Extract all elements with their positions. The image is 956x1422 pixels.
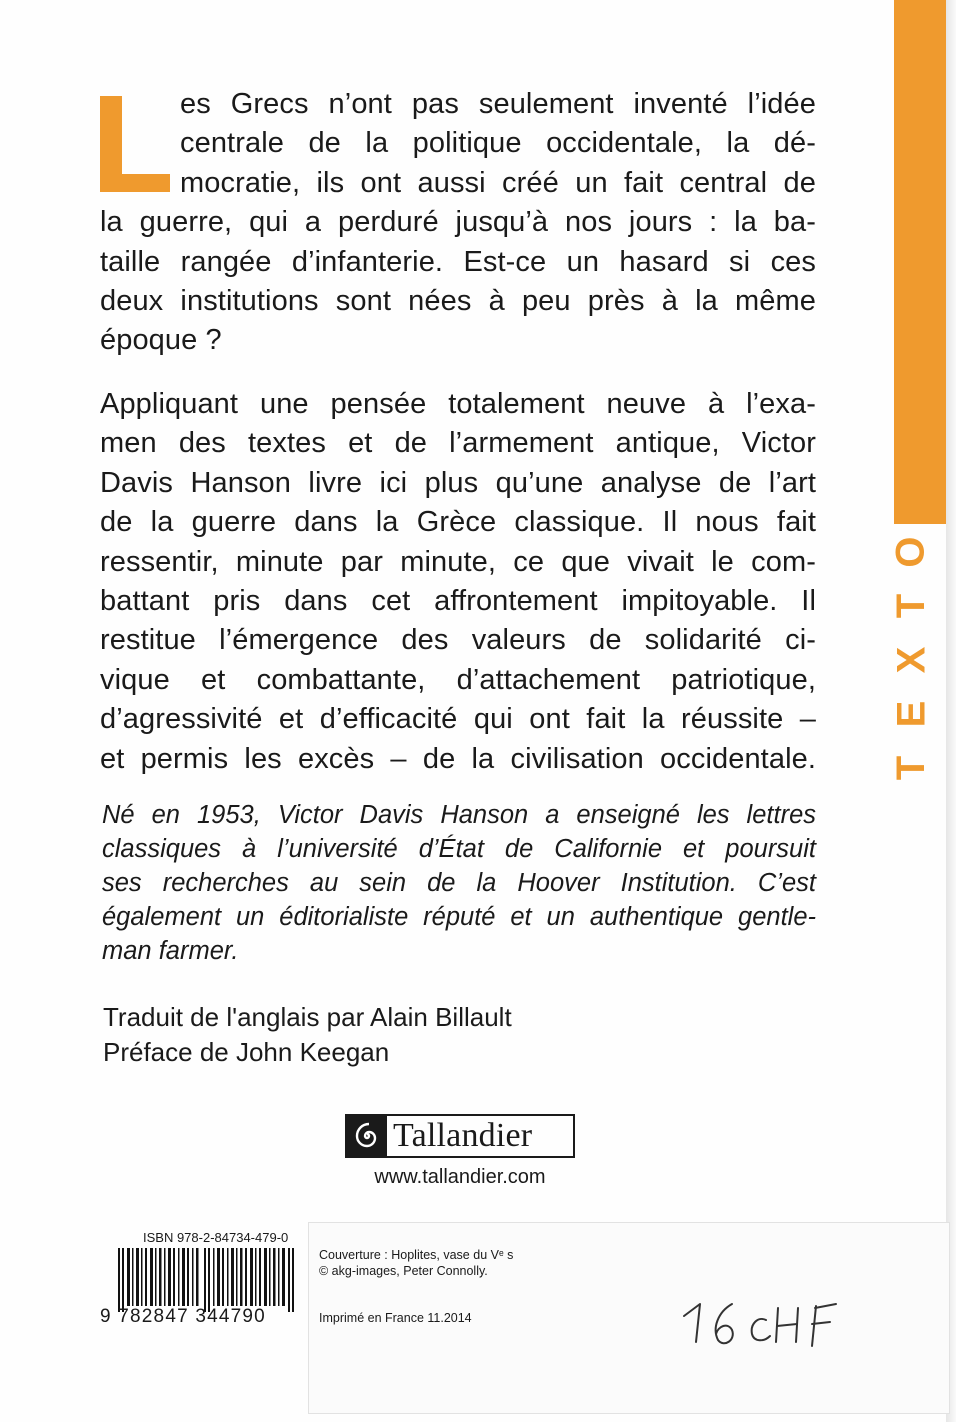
blurb-line: d’agressivité et d’efficacité qui ont fait la réussite – (100, 703, 816, 736)
series-label (876, 532, 946, 788)
blurb-paragraph-2 (100, 385, 816, 779)
blurb-line: époque ? (100, 324, 222, 357)
book-credits (103, 1000, 703, 1070)
bio-line: ses recherches au sein de la Hoover Institution. C’est (102, 869, 816, 897)
handwritten-price (678, 1290, 858, 1350)
series-letter: E (889, 700, 933, 728)
preface-credit: Préface de John Keegan (103, 1037, 390, 1067)
spiral-icon (347, 1116, 387, 1156)
cover-credit-line: Couverture : Hoplites, vase du Vᵉ s (319, 1248, 514, 1262)
blurb-paragraph-1 (100, 85, 816, 361)
cover-credit-line: © akg-images, Peter Connolly. (319, 1264, 488, 1278)
publisher-logo (345, 1114, 575, 1158)
bio-line: également un éditorialiste réputé et un authentique gentle- (102, 903, 816, 931)
series-letter: T (889, 755, 933, 781)
blurb-line: deux institutions sont nées à peu près à la même (100, 285, 816, 318)
series-letter: O (889, 536, 933, 568)
series-letter: T (889, 593, 933, 619)
bio-line: Né en 1953, Victor Davis Hanson a enseigné les lettres (102, 801, 816, 829)
blurb-line: vique et combattante, d’attachement patriotique, (100, 663, 816, 696)
barcode-digits: 9 782847 344790 (100, 1306, 266, 1327)
series-letter: X (889, 646, 933, 674)
translator-credit: Traduit de l'anglais par Alain Billault (103, 1002, 512, 1032)
publisher-website[interactable]: www.tallandier.com (374, 1166, 546, 1188)
blurb-line: restitue l’émergence des valeurs de solidarité ci- (100, 624, 816, 657)
blurb-line: mocratie, ils ont aussi créé un fait central de (180, 166, 816, 199)
isbn-label: ISBN 978-2-84734-479-0 (143, 1230, 289, 1245)
blurb-line: es Grecs n’ont pas seulement inventé l’idée (180, 88, 816, 120)
blurb-line: men des textes et de l’armement antique, Victor (100, 427, 816, 460)
spine-accent-band (894, 0, 946, 524)
blurb-line: taille rangée d’infanterie. Est-ce un hasard si ces (100, 245, 816, 278)
author-bio (102, 798, 816, 968)
bio-line: man farmer. (102, 937, 239, 965)
barcode (118, 1248, 300, 1312)
blurb-line: de la guerre dans la Grèce classique. Il nous fait (100, 506, 816, 539)
printing-info: Imprimé en France 11.2014 (319, 1311, 472, 1325)
blurb-line: Davis Hanson livre ici plus qu’une analyse de l’art (100, 466, 816, 499)
blurb-line: ressentir, minute par minute, ce que vivait le com- (100, 545, 816, 578)
bio-line: classiques à l’université d’État de Californie et poursuit (102, 835, 816, 863)
blurb-line: et permis les excès – de la civilisation occidentale. (100, 742, 816, 775)
blurb-line: centrale de la politique occidentale, la dé- (180, 127, 816, 160)
spine-edge (946, 0, 956, 1422)
publisher-name: Tallandier (393, 1117, 533, 1154)
blurb-line: Appliquant une pensée totalement neuve à l’exa- (100, 388, 816, 420)
blurb-line: battant pris dans cet affrontement impitoyable. Il (100, 585, 816, 618)
cover-credit (319, 1247, 539, 1279)
blurb-line: la guerre, qui a perduré jusqu’à nos jours : la ba- (100, 206, 816, 239)
